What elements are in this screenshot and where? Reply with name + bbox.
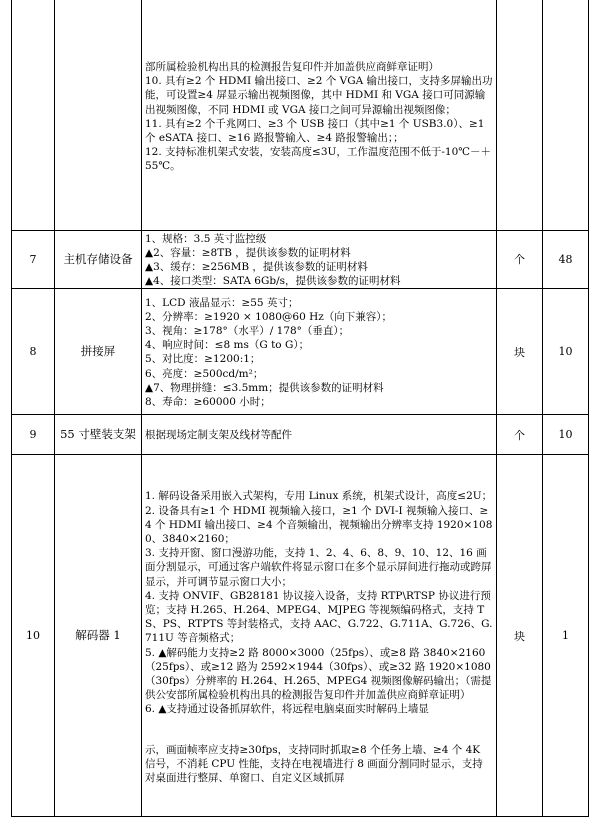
spec-line: 3. 支持开窗、窗口漫游功能，支持 1、2、4、6、8、9、10、12、16 画面分割显示，可通过客户端软件将显示窗口在多个显示屏间进行拖动或跨屏显示，并可调节显示窗口大小； — [145, 547, 492, 588]
spec-line: 4. 支持 ONVIF、GB28181 协议接入设备，支持 RTP\RTSP 协议进行预览；支持 H.265、H.264、MPEG4、MJPEG 等视频编码格式，支持 TS、PS、RTPTS 等封装格式，支持 AAC、G.722、G.711A、G.726、G.711U 等音频格式； — [145, 589, 493, 645]
quantity-cell: 10 — [543, 289, 589, 415]
spec-line: 部所属检验机构出具的检测报告复印件并加盖供应商鲜章证明） — [145, 60, 439, 73]
row-number-cell: 8 — [12, 289, 55, 415]
spec-line: 12. 支持标准机架式安装，安装高度≤3U，工作温度范围不低于-10℃－＋55℃。 — [145, 146, 492, 173]
unit-cell: 块 — [497, 455, 543, 817]
spec-cell — [142, 230, 497, 289]
spec-cell — [142, 455, 497, 817]
spec-line: ▲4、接口类型：SATA 6Gb/s，提供该参数的证明材料 — [145, 275, 401, 288]
table-row — [12, 455, 589, 817]
spec-cell — [142, 0, 497, 230]
unit-cell: 个 — [497, 415, 543, 455]
spec-line: 2、分辨率：≥1920 × 1080@60 Hz（向下兼容）； — [145, 310, 393, 323]
table-row — [12, 289, 589, 415]
unit-cell: 块 — [497, 289, 543, 415]
table-row — [12, 415, 589, 455]
item-name-cell — [55, 0, 142, 230]
quantity-cell: 10 — [543, 415, 589, 455]
item-name-cell: 解码器 1 — [55, 455, 142, 817]
spec-line: ▲7、物理拼缝：≤3.5mm；提供该参数的证明材料 — [145, 381, 384, 394]
table-row — [12, 0, 589, 230]
row-number-cell — [12, 0, 55, 230]
quantity-cell: 48 — [543, 230, 589, 289]
row-number-cell: 10 — [12, 455, 55, 817]
equipment-spec-table — [11, 0, 589, 817]
unit-cell: 个 — [497, 230, 543, 289]
spec-line: 示，画面帧率应支持≥30fps，支持同时抓取≥8 个任务上墙、≥4 个 4K 信号，不消耗 CPU 性能，支持在电视墙进行 8 画面分割同时显示，支持对桌面进行整屏、单窗口、自定义区域抓屏 — [145, 743, 484, 785]
spec-line: 6、亮度：≥500cd/m²； — [145, 367, 264, 380]
spec-line: 3、视角：≥178°（水平）/ 178°（垂直）； — [145, 324, 350, 337]
spec-line: 5. ▲解码能力支持≥2 路 8000×3000（25fps）、或≥8 路 3840×2160（25fps）、或≥12 路为 2592×1944（30fps）、或≥32 路 1920×1080（30fps）分辨率的 H.264、H.265、MPEG4 视频图像解码输出；（需提供公安部所属检验机构出具的检测报告复印件并加盖供应商鲜章证明） — [145, 646, 492, 702]
spec-line: 4、响应时间：≤8 ms（G to G）； — [145, 339, 310, 352]
item-name-cell: 55 寸壁装支架 — [55, 415, 142, 455]
spec-line: 1、LCD 液晶显示：≥55 英寸； — [145, 296, 299, 309]
spacer — [142, 717, 496, 743]
spec-line: ▲3、缓存：≥256MB ，提供该参数的证明材料 — [145, 260, 368, 273]
table-row — [12, 230, 589, 289]
spec-line: 11. 具有≥2 个千兆网口、≥3 个 USB 接口（其中≥1 个 USB3.0）、≥1 个 eSATA 接口、≥16 路报警输入、≥4 路报警输出；； — [145, 117, 488, 144]
spec-line: 6. ▲支持通过设备抓屏软件，将远程电脑桌面实时解码上墙显 — [145, 703, 429, 716]
spec-line: 10. 具有≥2 个 HDMI 输出接口、≥2 个 VGA 输出接口，支持多屏输出功能，可设置≥4 屏显示输出视频图像，其中 HDMI 和 VGA 接口可同源输出视频图像，不同 HDMI 或 VGA 接口之间可异源输出视频图像； — [145, 75, 493, 116]
spec-cell — [142, 289, 497, 415]
unit-cell — [497, 0, 543, 230]
spec-cell — [142, 415, 497, 455]
spec-line: ▲2、容量：≥8TB ，提供该参数的证明材料 — [145, 246, 351, 259]
spec-line: 根据现场定制支架及线材等配件 — [145, 428, 292, 441]
quantity-cell — [543, 0, 589, 230]
item-name-cell: 主机存储设备 — [55, 230, 142, 289]
spec-line: 5、对比度：≥1200:1； — [145, 353, 261, 366]
row-number-cell: 7 — [12, 230, 55, 289]
spec-line: 1. 解码设备采用嵌入式架构，专用 Linux 系统，机架式设计，高度≤2U； — [145, 490, 493, 503]
spec-line: 8、寿命：≥60000 小时； — [145, 395, 271, 408]
quantity-cell: 1 — [543, 455, 589, 817]
spec-line: 1、规格：3.5 英寸监控级 — [145, 232, 267, 245]
spec-line: 2. 设备具有≥1 个 HDMI 视频输入接口，≥1 个 DVI-I 视频输入接口、≥4 个 HDMI 输出接口、≥4 个音频输出，视频输出分辨率支持 1920×1080、3840×2160； — [145, 504, 493, 545]
row-number-cell: 9 — [12, 415, 55, 455]
item-name-cell: 拼接屏 — [55, 289, 142, 415]
